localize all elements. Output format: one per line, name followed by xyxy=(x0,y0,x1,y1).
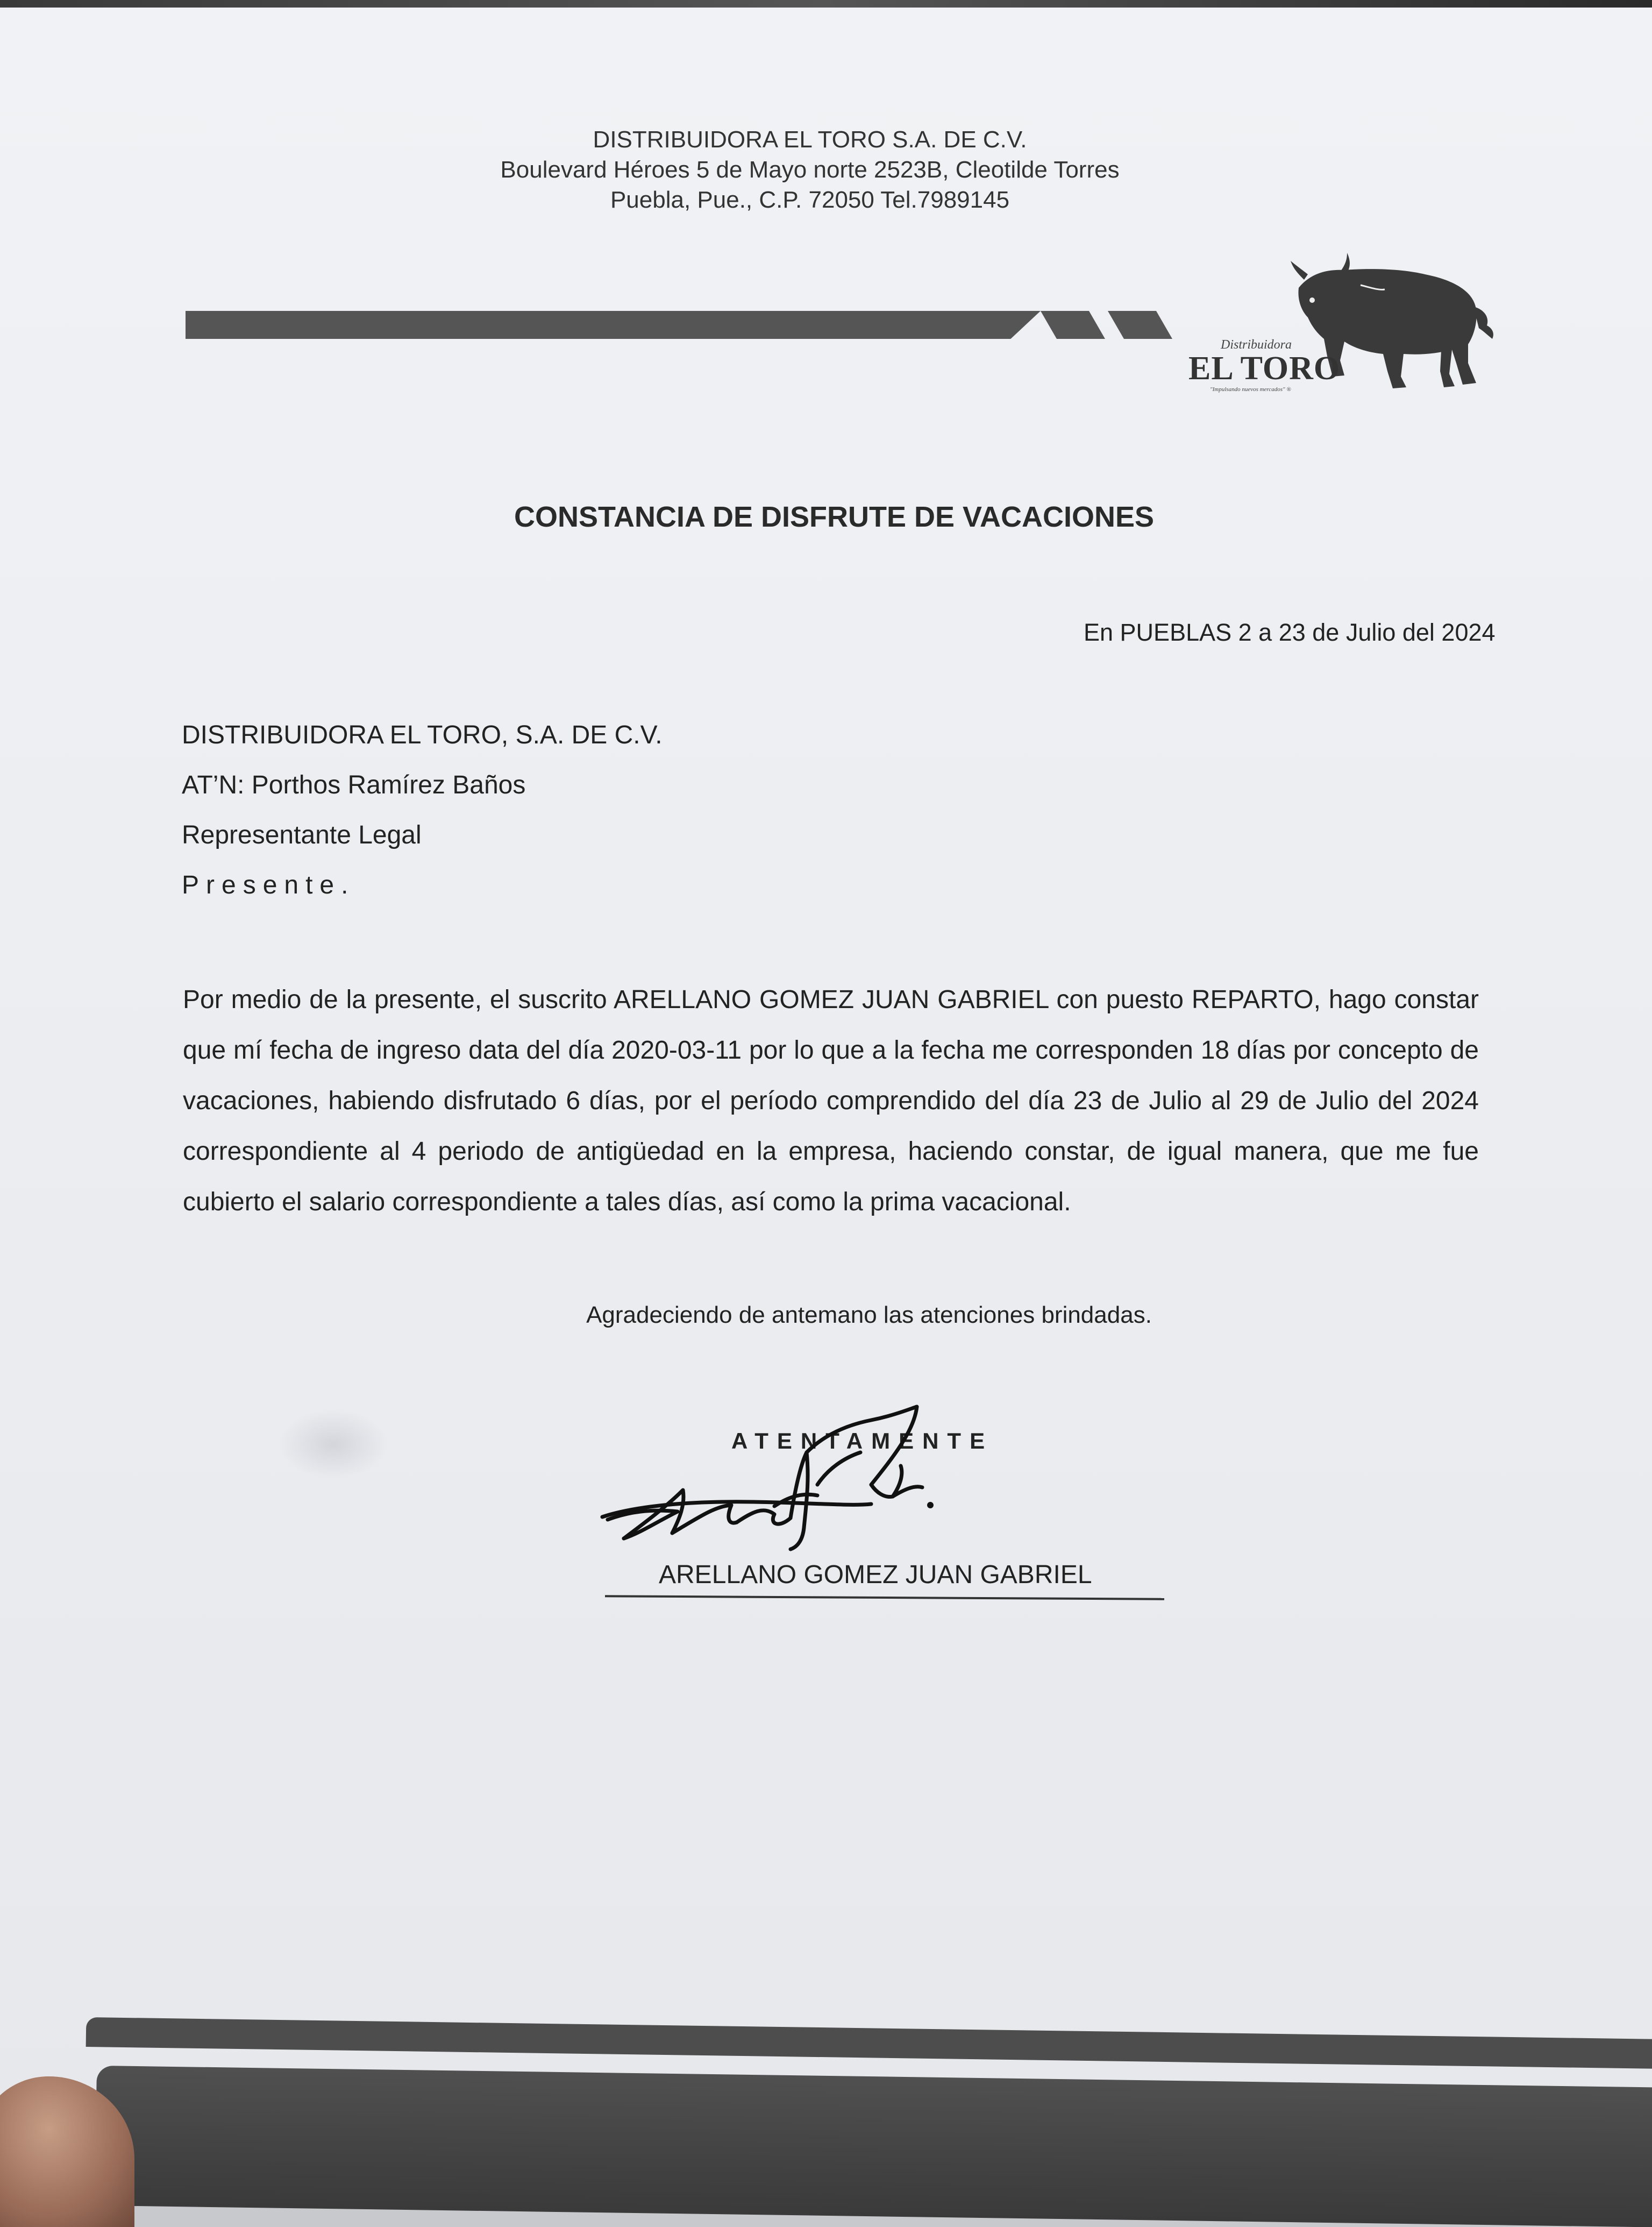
logo-small-text: Distribuidora xyxy=(1221,338,1292,352)
addressee-block xyxy=(182,710,663,910)
closing-thanks xyxy=(0,1302,1652,1329)
company-header xyxy=(0,125,1652,215)
addressee-role: Representante Legal xyxy=(182,821,422,849)
closing-thanks-text: Agradeciendo de antemano las atenciones brindadas. xyxy=(586,1302,1152,1328)
paper-smudge xyxy=(280,1409,387,1479)
addressee-company: DISTRIBUIDORA EL TORO, S.A. DE C.V. xyxy=(182,721,663,749)
header-bar xyxy=(186,311,1041,339)
handwritten-signature xyxy=(592,1377,968,1571)
signer-name: ARELLANO GOMEZ JUAN GABRIEL xyxy=(659,1561,1092,1589)
company-name: DISTRIBUIDORA EL TORO S.A. DE C.V. xyxy=(593,126,1027,153)
document-title-text: CONSTANCIA DE DISFRUTE DE VACACIONES xyxy=(514,501,1155,533)
company-city: Puebla, Pue., C.P. 72050 Tel.7989145 xyxy=(610,187,1010,213)
document-title xyxy=(0,500,1652,534)
date-line: En PUEBLAS 2 a 23 de Julio del 2024 xyxy=(1084,619,1496,646)
company-address: Boulevard Héroes 5 de Mayo norte 2523B, Cleotilde Torres xyxy=(500,157,1120,183)
logo-tagline: "Impulsando nuevos mercados" ® xyxy=(1210,386,1291,393)
addressee-presente: Presente. xyxy=(182,871,355,899)
body-paragraph: Por medio de la presente, el suscrito ARELLANO GOMEZ JUAN GABRIEL con puesto REPARTO, hago constar que mí fecha de ingreso data del día 2020-03-11 por lo que a la fecha me corresponden 18 días por concepto de vacaciones, habiendo disfrutado 6 días, por el período comprendido del día 23 de Julio al 29 de Julio del 2024 correspondiente al 4 periodo de antigüedad en la empresa, haciendo constar, de igual manera, que me fue cubierto el salario correspondiente a tales días, así como la prima vacacional. xyxy=(183,985,1479,1216)
addressee-attention: AT’N: Porthos Ramírez Baños xyxy=(182,771,526,799)
logo-brand: EL TORO xyxy=(1188,350,1341,387)
footer-bar-wide xyxy=(95,2066,1652,2227)
atentamente-label: ATENTAMENTE xyxy=(731,1428,994,1453)
